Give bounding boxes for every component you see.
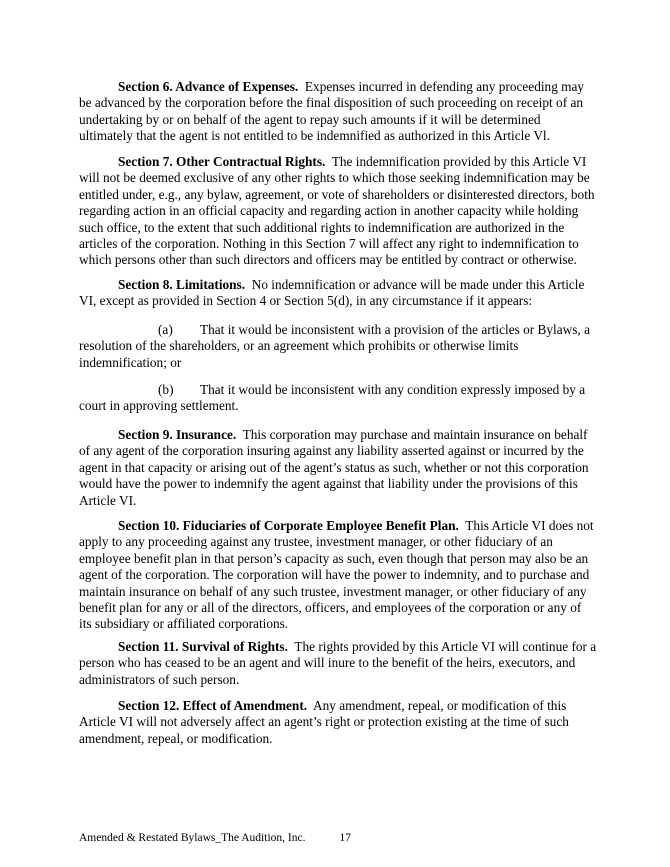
section-9 (79, 427, 597, 509)
section-6-heading: Section 6. Advance of Expenses. (118, 79, 299, 94)
section-11 (79, 639, 597, 688)
section-9-text: This corporation may purchase and maintain insurance on behalf of any agent of the corporation insuring against any liability asserted against or incurred by the agent in that capacity or arising out of the agent’s status as such, whether or not this corporation would have the power to indemnify the agent against that liability under the provisions of this Article VI. (79, 427, 589, 508)
section-7-text: The indemnification provided by this Article VI will not be deemed exclusive of any other rights to which those seeking indemnification may be entitled under, e.g., any bylaw, agreement, or vote of shareholders or disinterested directors, both regarding action in an official capacity and regarding action in another capacity while holding such office, to the extent that such additional rights to indemnification are authorized in the articles of the corporation. Nothing in this Section 7 will affect any right to indemnification to which persons other than such directors and officers may be entitled by contract or otherwise. (79, 154, 595, 268)
section-12-text: Any amendment, repeal, or modification of this Article VI will not adversely affect an agent’s right or protection existing at the time of such amendment, repeal, or modification. (79, 698, 569, 746)
section-7-heading: Section 7. Other Contractual Rights. (118, 154, 326, 169)
section-7 (79, 154, 597, 269)
page-number: 17 (339, 832, 351, 844)
section-8-item-a (79, 322, 597, 371)
item-b-label: (b) (158, 382, 174, 397)
section-11-text: The rights provided by this Article VI will continue for a person who has ceased to be an agent and will inure to the benefit of the heirs, executors, and administrators of such person. (79, 639, 597, 687)
section-8-heading: Section 8. Limitations. (118, 277, 246, 292)
section-8-item-b (79, 382, 597, 415)
section-6-text: Expenses incurred in defending any proceeding may be advanced by the corporation before the final disposition of such proceeding on receipt of an undertaking by or on behalf of the agent to repay such amounts if it will be determined ultimately that the agent is not entitled to be indemnified as authorized in this Article Vl. (79, 79, 585, 144)
item-a-text: That it would be inconsistent with a provision of the articles or Bylaws, a resolution of the shareholders, or an agreement which prohibits or otherwise limits indemnification; or (79, 322, 590, 370)
section-10-heading: Section 10. Fiduciaries of Corporate Employee Benefit Plan. (118, 518, 459, 533)
section-11-heading: Section 11. Survival of Rights. (118, 639, 288, 654)
item-b-text: That it would be inconsistent with any condition expressly imposed by a court in approving settlement. (79, 382, 586, 414)
section-6 (79, 79, 597, 145)
section-8 (79, 277, 597, 310)
item-a-label: (a) (158, 322, 173, 337)
section-8-text: No indemnification or advance will be made under this Article VI, except as provided in Section 4 or Section 5(d), in any circumstance if it appears: (79, 277, 585, 309)
page-footer (79, 831, 351, 845)
section-10-text: This Article VI does not apply to any proceeding against any trustee, investment manager, or other fiduciary of an employee benefit plan in that person’s capacity as such, even though that person may also be an agent of the corporation. The corporation will have the power to indemnity, and to purchase and maintain insurance on behalf of any such trustee, investment manager, or other fiduciary of any benefit plan for any or all of the directors, officers, and employees of the corporation or any of its subsidiary or affiliated corporations. (79, 518, 594, 632)
section-12 (79, 698, 597, 747)
section-10 (79, 518, 597, 633)
section-9-heading: Section 9. Insurance. (118, 427, 237, 442)
section-12-heading: Section 12. Effect of Amendment. (118, 698, 308, 713)
footer-title: Amended & Restated Bylaws_The Audition, Inc. (79, 832, 306, 844)
